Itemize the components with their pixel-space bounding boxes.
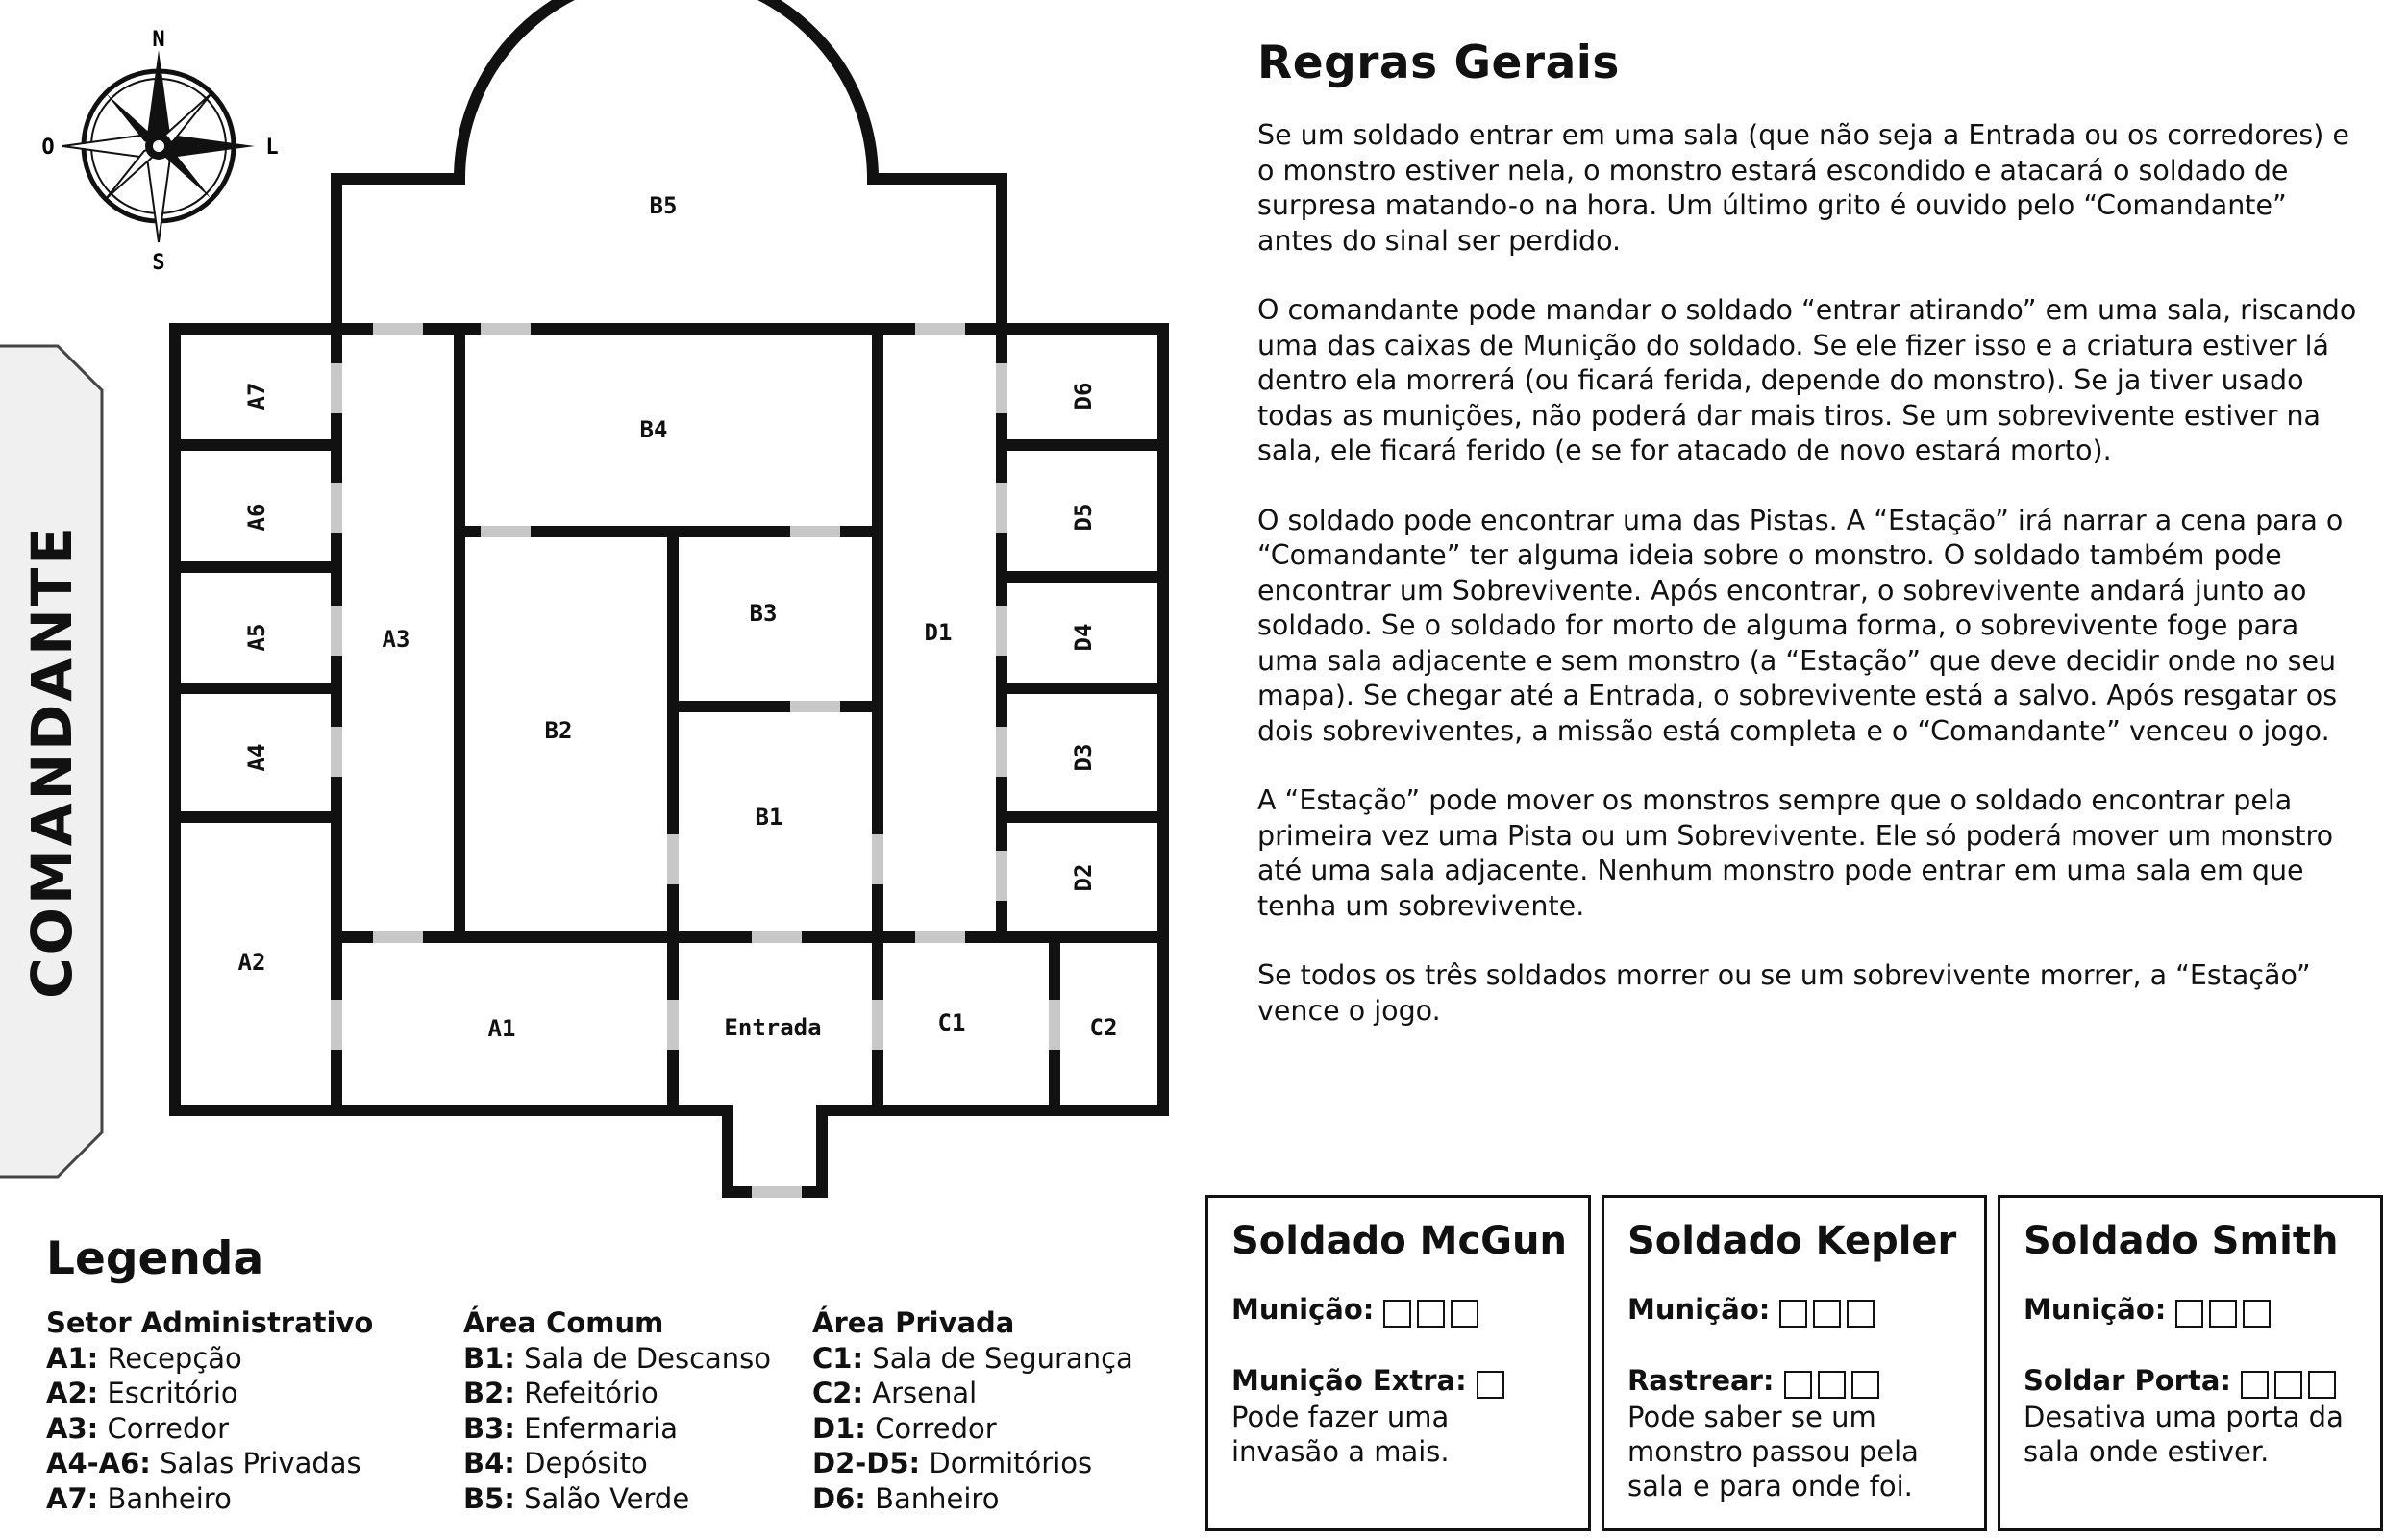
- skill-checkboxes[interactable]: [2241, 1365, 2342, 1400]
- checkbox[interactable]: [1451, 1300, 1478, 1328]
- rules-title: Regras Gerais: [1257, 37, 1620, 89]
- legend-item: B1: Sala de Descanso: [463, 1341, 772, 1375]
- room-d5: D5: [1070, 503, 1097, 532]
- checkbox[interactable]: [2243, 1300, 2271, 1328]
- legend-item: A3: Corredor: [46, 1411, 230, 1445]
- rules-paragraph: A “Estação” pode mover os monstros sempre que o soldado encontrar pela primeira vez uma Pista ou um Sobrevivente. Ele só poderá mover um monstro até uma sala adjacente. Nenhum monstro pode entrar em uma sala em que tenha um sobrevivente.: [1257, 784, 2334, 922]
- legend-item: D2-D5: Dormitórios: [812, 1447, 1093, 1479]
- soldier-card-mcgun: [1205, 1195, 1591, 1531]
- room-a7: A7: [243, 382, 270, 410]
- room-a2: A2: [237, 949, 266, 976]
- legend-heading: Área Comum: [463, 1306, 664, 1339]
- legend-item: D1: Corredor: [812, 1411, 997, 1445]
- general-rules: [1257, 37, 2363, 1063]
- legend-item: D6: Banheiro: [812, 1481, 1000, 1515]
- checkbox[interactable]: [1784, 1371, 1812, 1399]
- room-entrada: Entrada: [724, 1014, 822, 1041]
- ammo-row: Munição:: [1231, 1292, 1565, 1329]
- checkbox[interactable]: [2308, 1371, 2336, 1399]
- legend-item: A4-A6: Salas Privadas: [46, 1447, 361, 1479]
- skill-row: Munição Extra:: [1231, 1363, 1565, 1400]
- room-d4: D4: [1070, 623, 1097, 652]
- room-a6: A6: [243, 503, 270, 532]
- skill-row: Rastrear:: [1627, 1363, 1961, 1400]
- legend-column-common: [463, 1305, 771, 1516]
- commander-label: COMANDANTE: [19, 524, 85, 999]
- skill-checkboxes[interactable]: [1784, 1365, 1885, 1400]
- soldier-card-kepler: [1602, 1195, 1987, 1531]
- room-b1: B1: [755, 804, 783, 831]
- soldier-name: Soldado McGun: [1231, 1219, 1567, 1263]
- checkbox[interactable]: [1813, 1300, 1841, 1328]
- legend: [46, 1232, 1180, 1515]
- legend-item: A7: Banheiro: [46, 1481, 232, 1515]
- skill-description: sala e para onde foi.: [1627, 1470, 1913, 1503]
- legend-item: B3: Enfermaria: [463, 1411, 679, 1445]
- checkbox[interactable]: [1417, 1300, 1445, 1328]
- checkbox[interactable]: [1477, 1371, 1504, 1399]
- room-b2: B2: [544, 717, 573, 744]
- legend-column-private: [812, 1305, 1133, 1516]
- compass-rose: [41, 28, 278, 275]
- checkbox[interactable]: [2209, 1300, 2237, 1328]
- skill-description: monstro passou pela: [1627, 1435, 1919, 1468]
- legend-item: B2: Refeitório: [463, 1377, 658, 1409]
- room-c1: C1: [937, 1009, 966, 1036]
- legend-heading: Setor Administrativo: [46, 1306, 374, 1339]
- compass-n: N: [152, 28, 165, 52]
- room-b5: B5: [649, 192, 678, 219]
- skill-description: invasão a mais.: [1231, 1435, 1450, 1468]
- legend-item: C1: Sala de Segurança: [812, 1341, 1133, 1375]
- rules-paragraph: O comandante pode mandar o soldado “entrar atirando” em uma sala, riscando uma das caixas de Munição do soldado. Se ele fizer isso e a criatura estiver lá dentro ela morrerá (ou ficará ferida, depende do monstro). Se ja tiver usado todas as munições, não poderá dar mais tiros. Se um sobrevivente estiver na sala, ele ficará ferido (e se for atacado de novo estará morto).: [1257, 294, 2357, 466]
- legend-item: A1: Recepção: [46, 1341, 242, 1375]
- legend-title: Legenda: [46, 1232, 264, 1285]
- compass-s: S: [152, 251, 165, 275]
- skill-row: Soldar Porta:: [2024, 1363, 2357, 1400]
- skill-description: Pode saber se um: [1627, 1401, 1876, 1433]
- checkbox[interactable]: [1851, 1371, 1879, 1399]
- checkbox[interactable]: [1818, 1371, 1846, 1399]
- room-d2: D2: [1070, 863, 1097, 892]
- doors: [331, 323, 1060, 1198]
- room-b4: B4: [639, 416, 668, 443]
- ammo-checkboxes[interactable]: [1779, 1294, 1880, 1329]
- skill-checkboxes[interactable]: [1477, 1365, 1510, 1400]
- soldier-name: Soldado Kepler: [1627, 1219, 1957, 1263]
- soldier-card-smith: [1998, 1195, 2383, 1531]
- room-a4: A4: [243, 743, 270, 772]
- soldier-name: Soldado Smith: [2024, 1219, 2339, 1263]
- room-d1: D1: [924, 619, 953, 646]
- skill-description: Desativa uma porta da: [2024, 1401, 2344, 1433]
- room-d3: D3: [1070, 743, 1097, 772]
- room-c2: C2: [1089, 1014, 1118, 1041]
- room-a5: A5: [243, 623, 270, 652]
- floor-plan-map: [0, 0, 1211, 1202]
- legend-column-admin: [46, 1305, 373, 1516]
- checkbox[interactable]: [2241, 1371, 2269, 1399]
- legend-item: A2: Escritório: [46, 1377, 238, 1409]
- room-b3: B3: [749, 600, 778, 627]
- legend-item: B5: Salão Verde: [463, 1481, 690, 1515]
- room-a3: A3: [382, 626, 410, 653]
- checkbox[interactable]: [1383, 1300, 1411, 1328]
- checkbox[interactable]: [1847, 1300, 1875, 1328]
- legend-item: B4: Depósito: [463, 1447, 648, 1479]
- rules-paragraph: Se todos os três soldados morrer ou se um sobrevivente morrer, a “Estação” vence o jogo.: [1257, 959, 2311, 1027]
- room-d6: D6: [1070, 382, 1097, 410]
- ammo-checkboxes[interactable]: [2175, 1294, 2276, 1329]
- checkbox[interactable]: [2274, 1371, 2302, 1399]
- compass-e: L: [265, 136, 279, 160]
- ammo-row: Munição:: [2024, 1292, 2357, 1329]
- ammo-row: Munição:: [1627, 1292, 1961, 1329]
- compass-w: O: [41, 136, 55, 160]
- skill-description: sala onde estiver.: [2024, 1435, 2270, 1468]
- checkbox[interactable]: [1779, 1300, 1807, 1328]
- skill-description: Pode fazer uma: [1231, 1401, 1450, 1433]
- ammo-checkboxes[interactable]: [1383, 1294, 1484, 1329]
- room-a1: A1: [487, 1015, 516, 1042]
- rules-paragraph: O soldado pode encontrar uma das Pistas. A “Estação” irá narrar a cena para o “Comandante” ter alguma ideia sobre o monstro. O soldado também pode encontrar um Sobrevivente. Após encontrar, o sobrevivente andará junto ao soldado. Se o soldado for morto de alguma forma, o sobrevivente foge para uma sala adjacente e sem monstro (a “Estação” que deve decidir onde no seu mapa). Se chegar até a Entrada, o sobrevivente está a salvo. Após resgatar os dois sobreviventes, a missão está completa e o “Comandante” venceu o jogo.: [1257, 504, 2344, 747]
- checkbox[interactable]: [2175, 1300, 2203, 1328]
- rules-paragraph: Se um soldado entrar em uma sala (que não seja a Entrada ou os corredores) e o monstro estiver nela, o monstro estará escondido e atacará o soldado de surpresa matando-o na hora. Um último grito é ouvido pelo “Comandante” antes do sinal ser perdido.: [1257, 119, 2349, 257]
- legend-item: C2: Arsenal: [812, 1377, 978, 1409]
- legend-heading: Área Privada: [812, 1306, 1015, 1339]
